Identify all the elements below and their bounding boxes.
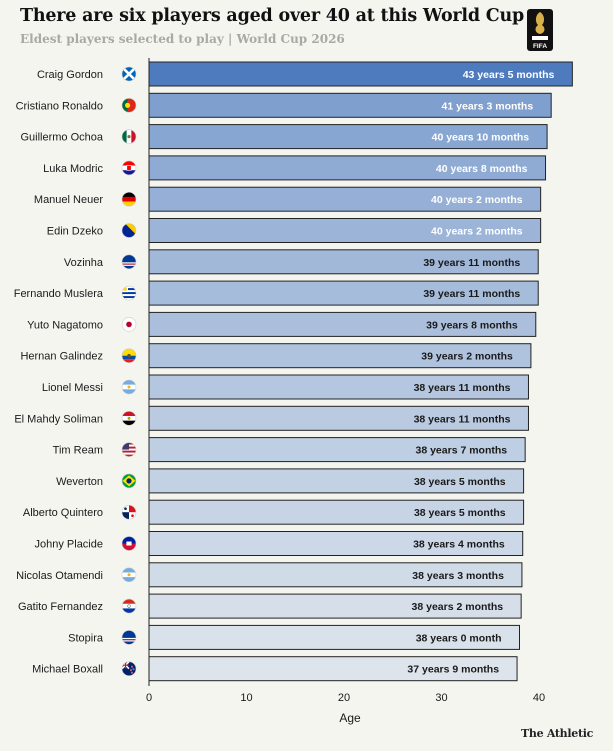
usa-flag-icon xyxy=(122,443,136,457)
player-name: Stopira xyxy=(68,632,103,645)
croatia-flag-icon xyxy=(122,161,136,175)
germany-flag-icon xyxy=(122,192,136,206)
uruguay-flag-icon xyxy=(122,286,136,300)
player-name: Lionel Messi xyxy=(41,382,103,394)
player-name: Nicolas Otamendi xyxy=(16,569,103,582)
brazil-flag-icon xyxy=(122,474,136,488)
x-tick-label: 10 xyxy=(240,692,253,704)
chart-title: There are six players aged over 40 at this World Cup xyxy=(20,6,525,26)
player-name: El Mahdy Soliman xyxy=(14,413,103,426)
data-label: 38 years 4 months xyxy=(413,538,505,551)
new-zealand-flag-icon xyxy=(122,662,136,676)
japan-flag-icon xyxy=(122,317,136,331)
player-name: Guillermo Ochoa xyxy=(20,131,103,144)
mexico-flag-icon xyxy=(122,130,136,144)
portugal-flag-icon xyxy=(122,98,136,112)
data-label: 41 years 3 months xyxy=(441,100,534,113)
data-label: 43 years 5 months xyxy=(462,69,555,81)
cape-verde-flag-icon xyxy=(122,630,136,644)
player-name: Vozinha xyxy=(63,256,103,269)
data-label: 38 years 11 months xyxy=(413,382,511,394)
data-label: 40 years 2 months xyxy=(431,194,523,207)
player-name: Cristiano Ronaldo xyxy=(15,100,103,113)
player-name: Fernando Muslera xyxy=(13,288,103,301)
haiti-flag-icon xyxy=(122,537,136,551)
publisher-logo: The Athletic xyxy=(521,727,593,740)
data-label: 38 years 2 months xyxy=(411,601,504,614)
data-label: 40 years 10 months xyxy=(431,131,530,144)
logo-text: FIFA xyxy=(532,43,548,50)
player-name: Alberto Quintero xyxy=(22,507,103,520)
cape-verde-flag-icon xyxy=(122,255,136,269)
data-label: 39 years 2 months xyxy=(421,350,513,363)
chart-subtitle: Eldest players selected to play | World Cup 2026 xyxy=(20,32,345,46)
argentina-flag-icon xyxy=(122,568,136,582)
player-name: Yuto Nagatomo xyxy=(27,319,103,332)
bosnia-flag-icon xyxy=(122,224,136,238)
egypt-flag-icon xyxy=(122,411,136,425)
data-label: 39 years 11 months xyxy=(423,256,521,269)
x-tick-label: 0 xyxy=(145,692,153,704)
data-label: 38 years 0 month xyxy=(415,632,502,645)
argentina-flag-icon xyxy=(122,380,136,394)
player-name: Gatito Fernandez xyxy=(18,601,103,614)
x-axis-label: Age xyxy=(339,711,361,725)
panama-flag-icon xyxy=(122,505,136,519)
player-name: Luka Modric xyxy=(43,162,103,175)
paraguay-flag-icon xyxy=(122,599,136,613)
data-label: 40 years 8 months xyxy=(435,162,528,175)
player-name: Craig Gordon xyxy=(36,69,103,81)
x-tick-label: 20 xyxy=(337,692,351,704)
data-label: 38 years 3 months xyxy=(412,569,504,582)
data-label: 38 years 5 months xyxy=(413,475,506,488)
player-name: Michael Boxall xyxy=(32,663,103,676)
player-name: Edin Dzeko xyxy=(46,225,103,238)
player-name: Weverton xyxy=(56,475,103,488)
ecuador-flag-icon xyxy=(122,349,136,363)
player-name: Johny Placide xyxy=(34,538,103,551)
scotland-flag-icon xyxy=(122,67,136,81)
x-tick-label: 30 xyxy=(435,692,448,704)
data-label: 39 years 8 months xyxy=(426,319,518,332)
player-name: Manuel Neuer xyxy=(33,194,103,207)
player-name: Hernan Galindez xyxy=(20,350,103,363)
x-tick-label: 40 xyxy=(532,692,546,704)
data-label: 38 years 5 months xyxy=(413,507,506,520)
data-label: 39 years 11 months xyxy=(423,288,521,301)
data-label: 38 years 7 months xyxy=(415,444,508,457)
data-label: 40 years 2 months xyxy=(431,225,523,238)
data-label: 38 years 11 months xyxy=(413,413,511,426)
data-label: 37 years 9 months xyxy=(407,663,500,676)
player-name: Tim Ream xyxy=(52,444,103,457)
